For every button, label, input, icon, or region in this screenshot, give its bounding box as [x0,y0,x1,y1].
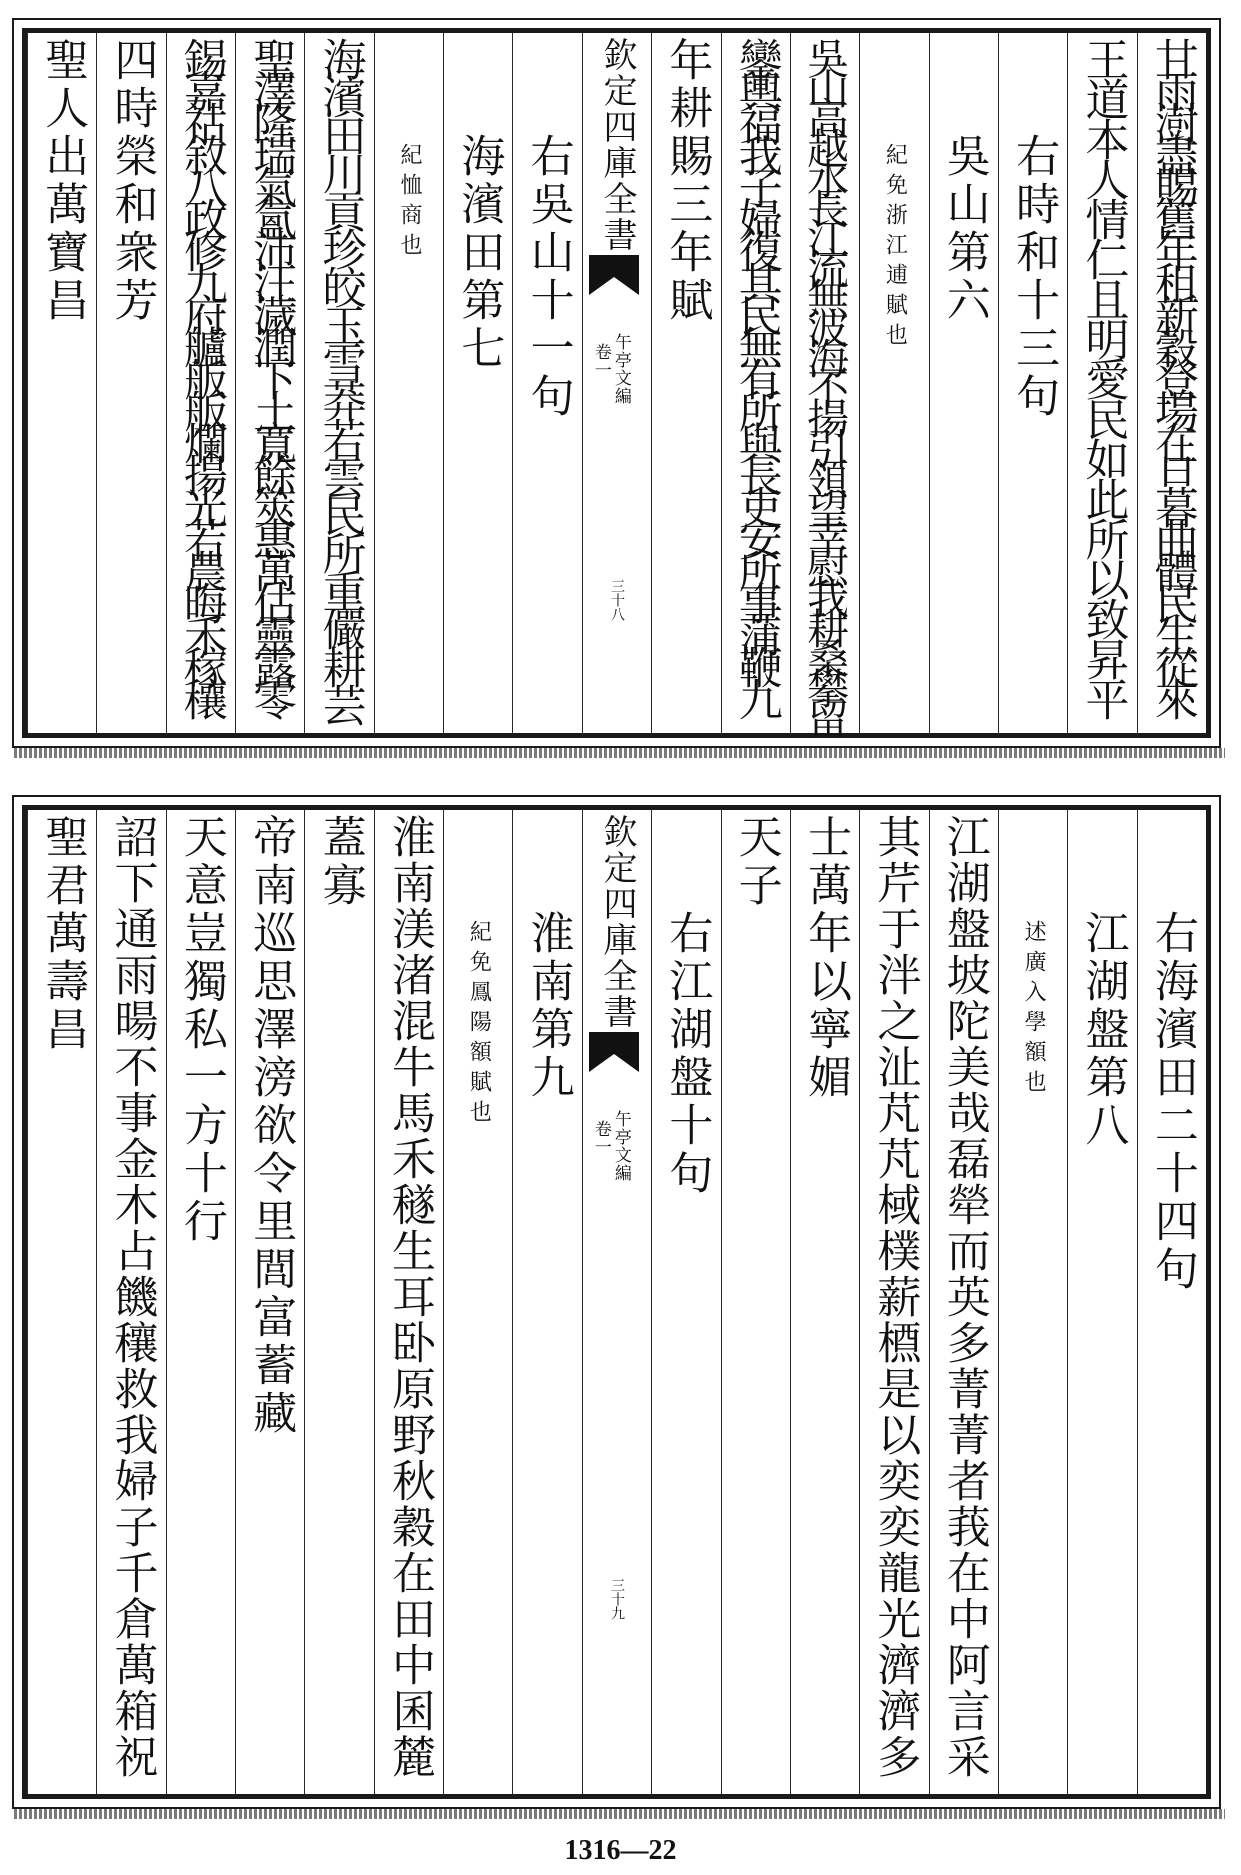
volume-number: 卷一 [590,1120,611,1156]
verse-line: 天意豈獨私一方十行 [175,814,227,1246]
verse-line: 右時和十三句 [1008,133,1060,421]
text-column [374,33,443,733]
verse-line: 右吳山十一句 [522,133,574,421]
text-column [859,33,928,733]
text-column [790,810,859,1794]
verse-line: 江湖盤坡陀美哉磊犖而英多菁菁者莪在中阿言采 [938,814,990,1780]
verse-line: 聖君萬壽昌 [37,814,89,1054]
verse-line: 吳山第六 [938,133,990,325]
verse-line: 鑾輿福我子婦復其民無有所與長吏安所事蒲鞭九 [730,37,782,709]
top-page [12,18,1221,748]
verse-line: 帝南巡思澤滂欲令里閭富蓄藏 [245,814,297,1438]
text-column [235,810,304,1794]
text-column [929,33,998,733]
text-column [304,33,373,733]
fishtail-mark-icon [589,255,639,295]
text-column [443,810,512,1794]
verse-line: 王道本人情仁且明愛民如此所以致昇平 [1077,37,1129,717]
annotation-text: 紀免鳳陽額賦也 [466,920,492,1130]
verse-line: 海濱田川貢珍皎玉雪莽若雲民所重儼耕芸 [314,37,366,721]
annotation-text: 紀免浙江逋賦也 [882,143,908,353]
book-title: 欽定四庫全書 [597,37,638,253]
page-edge-shadow [14,748,1225,758]
text-column [27,810,96,1794]
text-column [859,810,928,1794]
bottom-page [12,795,1221,1809]
text-column [721,33,790,733]
center-fold-column [582,810,651,1794]
text-column [96,810,165,1794]
verse-line: 年耕賜三年賦 [661,37,713,325]
text-column [1067,810,1136,1794]
text-column [512,33,581,733]
verse-line: 吳山高越水長江流無波海不揚引領望幸慰我耕桑攀留 [801,37,851,727]
text-column [721,810,790,1794]
verse-line: 甘雨澍盡賜舊年租新穀登場在旦暮曲體民生從來 [1146,37,1198,709]
annotation-text: 述廣入學額也 [1021,920,1047,1100]
text-column [651,810,720,1794]
text-column [443,33,512,733]
text-column [1067,33,1136,733]
fishtail-mark-icon [589,1032,639,1072]
verse-line: 聖澤隆瑞氣氳沛汪濊潤下土寬餘筴惠萬估靈露零 [245,37,297,709]
verse-line: 士萬年以寧媚 [800,814,852,1102]
page-number: 1316—22 [564,1835,677,1866]
verse-line: 其芹于泮之沚芃芃棫樸薪槱是以奕奕龍光濟濟多 [869,814,921,1780]
book-title: 欽定四庫全書 [597,814,638,1030]
verse-line: 蓋寡 [314,814,366,910]
verse-line: 江湖盤第八 [1077,910,1129,1150]
verse-line: 天子 [730,814,782,910]
top-page-frame [22,28,1211,738]
text-column [1137,810,1206,1794]
verse-line: 詔下通雨暘不事金木占饑穰救我婦子千倉萬箱祝 [106,814,158,1780]
folio-number: 三十八 [609,579,626,621]
book-name: 午亭文編 [610,333,631,405]
text-column [1137,33,1206,733]
verse-line: 海濱田第七 [453,133,505,373]
center-fold-column [582,33,651,733]
text-column [374,810,443,1794]
text-column [651,33,720,733]
verse-line: 四時榮和衆芳 [106,37,158,325]
verse-line: 錫嘉祜敘八政修九府艫舨舨爛揚光若農晦禾稼穰 [175,37,227,709]
text-column [166,810,235,1794]
volume-number: 卷一 [590,343,611,379]
text-column [27,33,96,733]
verse-line: 淮南第九 [522,910,574,1102]
text-column [998,33,1067,733]
text-column [929,810,998,1794]
verse-line: 聖人出萬寶昌 [37,37,89,325]
verse-line: 淮南渼渚混牛馬禾穟生耳卧原野秋穀在田中囷麓 [383,814,435,1780]
bottom-page-frame [22,805,1211,1799]
book-name: 午亭文編 [610,1110,631,1182]
text-column [166,33,235,733]
annotation-text: 紀恤商也 [396,143,422,263]
page-edge-shadow [14,1809,1225,1819]
verse-line: 右江湖盤十句 [661,910,713,1198]
text-column [235,33,304,733]
verse-line: 右海濱田二十四句 [1146,910,1198,1294]
text-column [998,810,1067,1794]
folio-number: 三十九 [609,1577,626,1620]
text-column [304,810,373,1794]
text-column [96,33,165,733]
text-column [512,810,581,1794]
text-column [790,33,859,733]
